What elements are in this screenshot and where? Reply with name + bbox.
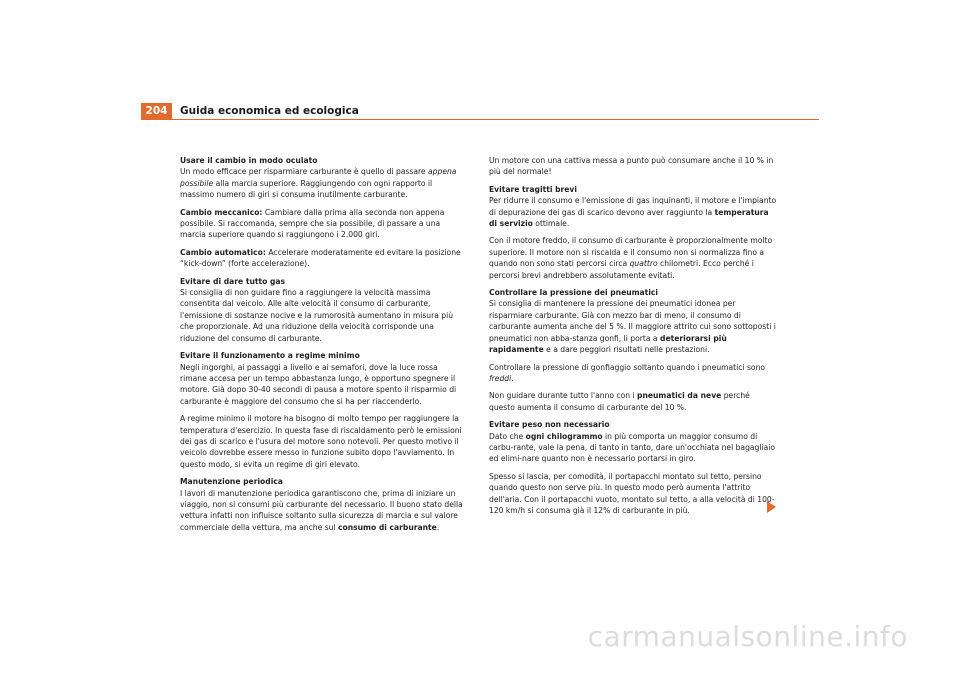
paragraph: Con il motore freddo, il consumo di carburante è proporzionalmente molto superiore. Il motore non si riscalda e il consumo non si normalizza fino a quando non sono stati percorsi circa quattro chilometri. Ecco perché i percorsi brevi andrebbero assolutamente evitati. [489,236,773,280]
section-title-tragitti: Evitare tragitti brevi [489,184,577,194]
section-title-pneumatici: Controllare la pressione dei pneumatici [489,288,659,298]
paragraph: Si consiglia di non guidare fino a raggiungere la velocità massima consentita dal veicolo. Alle alte velocità il consumo di carburante, l'emissione di sostanze nocive e la rumorosità aumentano in misura più che proporzionale. Ad una riduzione della velocità corrisponde una riduzione del consumo di carburante. [180,288,454,343]
paragraph: Un motore con una cattiva messa a punto può consumare anche il 10 % in più del normale! [489,156,774,177]
paragraph: Non guidare durante tutto l'anno con i pneumatici da neve perché questo aumenta il consumo di carburante del 10 %. [489,391,750,412]
page-title: Guida economica ed ecologica [180,105,359,117]
header-divider [141,119,819,120]
paragraph: I lavori di manutenzione periodica garantiscono che, prima di iniziare un viaggio, non si consumi più carburante del necessario. Il buono stato della vettura infatti non influisce soltanto sulla sicurezza di marcia e sul valore commerciale della vettura, ma anche sul consumo di carburante. [180,488,463,532]
paragraph: Un modo efficace per risparmiare carburante è quello di passare appena possibile alla marcia superiore. Raggiungendo con ogni rapporto il massimo numero di giri si consuma inutilmente carburante. [180,167,457,200]
paragraph: Cambio automatico: Accelerare moderatamente ed evitare la posizione “kick-down” (forte accelerazione). [180,247,461,269]
section-title-gas: Evitare di dare tutto gas [180,276,286,286]
paragraph: A regime minimo il motore ha bisogno di molto tempo per raggiungere la temperatura d'esercizio. In questa fase di riscaldamento però le emissioni dei gas di scarico e l'usura del motore sono notevoli. Per questo motivo il veicolo dovrebbe essere messo in funzione subito dopo l'avviamento. In questo modo, si evita un regime di giri elevato. [180,414,462,469]
paragraph: Per ridurre il consumo e l'emissione di gas inquinanti, il motore e l'impianto di depurazione dei gas di scarico devono aver raggiunto la temperatura di servizio ottimale. [489,196,777,229]
paragraph: Spesso si lascia, per comodità, il portapacchi montato sul tetto, persino quando questo non serve più. In questo modo però aumenta l'attrito dell'aria. Con il portapacchi vuoto, montato sul tetto, a alla velocità di 100-120 km/h si consuma già il 12% di carburante in più. [489,471,775,515]
watermark: carmanualsonline.info [587,620,908,653]
paragraph: Cambio meccanico: Cambiare dalla prima alla seconda non appena possibile. Si raccomanda, sempre che sia possibile, di passare a una marcia superiore quando si raggiungono i 2.000 giri. [180,207,445,240]
paragraph: Dato che ogni chilogrammo in più comporta un maggior consumo di carbu-rante, vale la pena, di tanto in tanto, dare un'occhiata nel bagagliaio ed elimi-nare quanto non è necessario portarsi in giro. [489,431,776,464]
right-column [489,155,777,522]
page-number: 204 [141,103,172,120]
section-title-manutenzione: Manutenzione periodica [180,477,283,487]
paragraph: Si consiglia di mantenere la pressione dei pneumatici idonea per risparmiare carburante. Già con mezzo bar di meno, il consumo di carburante aumenta anche del 5 %. Il maggiore attrito cui sono sottoposti i pneumatici non abba-stanza gonfi, li porta a deteriorarsi più rapidamente e a dare peggiori risultati nelle prestazioni. [489,299,776,355]
section-title-peso: Evitare peso non necessario [489,420,610,430]
section-title-cambio: Usare il cambio in modo oculato [180,156,318,165]
arrow-right-icon[interactable] [767,501,776,513]
paragraph: Controllare la pressione di gonfiaggio soltanto quando i pneumatici sono freddi. [489,362,766,383]
section-title-minimo: Evitare il funzionamento a regime minimo [180,351,360,361]
paragraph: Negli ingorghi, ai passaggi a livello e ai semafori, dove la luce rossa rimane accesa per un tempo abbastanza lungo, è opportuno spegnere il motore. Già dopo 30-40 secondi di pausa a motore spento il risparmio di carburante è maggiore del consumo che si ha per riaccenderlo. [180,362,457,406]
left-column [180,155,465,539]
